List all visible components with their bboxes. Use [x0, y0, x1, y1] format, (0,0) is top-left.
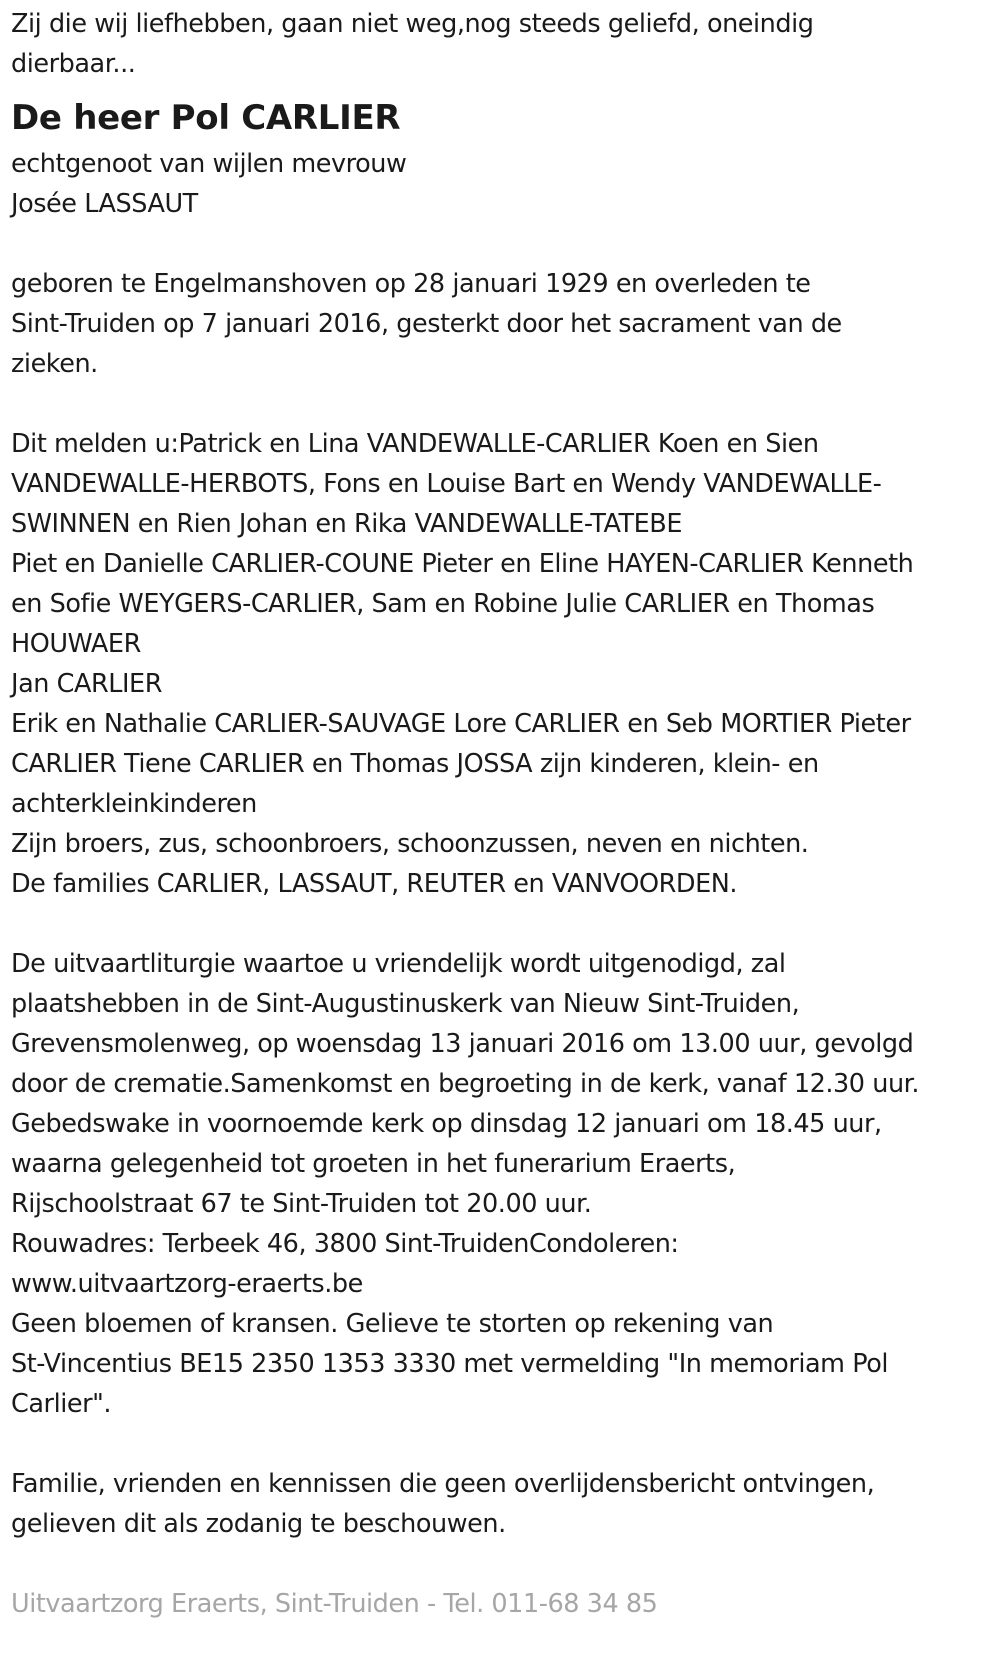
- text-line: Dit melden u:Patrick en Lina VANDEWALLE-CARLIER Koen en Sien: [11, 429, 819, 459]
- text-line: Sint-Truiden op 7 januari 2016, gesterkt door het sacrament van de: [11, 309, 842, 339]
- text-line: Familie, vrienden en kennissen die geen overlijdensbericht ontvingen,: [11, 1469, 875, 1499]
- text-line: Rouwadres: Terbeek 46, 3800 Sint-TruidenCondoleren:: [11, 1229, 679, 1259]
- spouse-info: [11, 144, 989, 224]
- text-line: zieken.: [11, 349, 98, 379]
- text-line: HOUWAER: [11, 629, 141, 659]
- text-line: De families CARLIER, LASSAUT, REUTER en VANVOORDEN.: [11, 869, 738, 899]
- text-line: Zijn broers, zus, schoonbroers, schoonzussen, neven en nichten.: [11, 829, 809, 859]
- text-line: gelieven dit als zodanig te beschouwen.: [11, 1509, 506, 1539]
- closing-note: [11, 1464, 989, 1544]
- text-line: plaatshebben in de Sint-Augustinuskerk van Nieuw Sint-Truiden,: [11, 989, 800, 1019]
- text-line: CARLIER Tiene CARLIER en Thomas JOSSA zijn kinderen, klein- en: [11, 749, 819, 779]
- text-line: Erik en Nathalie CARLIER-SAUVAGE Lore CARLIER en Seb MORTIER Pieter: [11, 709, 911, 739]
- text-line: echtgenoot van wijlen mevrouw: [11, 149, 407, 179]
- text-line: Jan CARLIER: [11, 669, 162, 699]
- text-line: dierbaar...: [11, 49, 136, 79]
- funeral-home-footer: Uitvaartzorg Eraerts, Sint-Truiden - Tel. 011-68 34 85: [11, 1589, 658, 1619]
- text-line: VANDEWALLE-HERBOTS, Fons en Louise Bart en Wendy VANDEWALLE-: [11, 469, 882, 499]
- birth-death-info: [11, 264, 989, 384]
- text-line: Zij die wij liefhebben, gaan niet weg,nog steeds geliefd, oneindig: [11, 9, 814, 39]
- text-line: Josée LASSAUT: [11, 189, 198, 219]
- family-list: [11, 424, 989, 904]
- text-line: Grevensmolenweg, op woensdag 13 januari 2016 om 13.00 uur, gevolgd: [11, 1029, 914, 1059]
- intro-text: [11, 4, 989, 84]
- text-line: De uitvaartliturgie waartoe u vriendelijk wordt uitgenodigd, zal: [11, 949, 786, 979]
- text-line: Carlier".: [11, 1389, 112, 1419]
- text-line: Piet en Danielle CARLIER-COUNE Pieter en Eline HAYEN-CARLIER Kenneth: [11, 549, 914, 579]
- website-link[interactable]: www.uitvaartzorg-eraerts.be: [11, 1269, 363, 1299]
- text-line: Rijschoolstraat 67 te Sint-Truiden tot 20.00 uur.: [11, 1189, 592, 1219]
- text-line: geboren te Engelmanshoven op 28 januari 1929 en overleden te: [11, 269, 811, 299]
- deceased-name: De heer Pol CARLIER: [11, 98, 401, 138]
- text-line: waarna gelegenheid tot groeten in het funerarium Eraerts,: [11, 1149, 736, 1179]
- funeral-details: [11, 944, 989, 1424]
- text-line: Gebedswake in voornoemde kerk op dinsdag 12 januari om 18.45 uur,: [11, 1109, 882, 1139]
- text-line: SWINNEN en Rien Johan en Rika VANDEWALLE-TATEBE: [11, 509, 682, 539]
- text-line: St-Vincentius BE15 2350 1353 3330 met vermelding "In memoriam Pol: [11, 1349, 889, 1379]
- text-line: door de crematie.Samenkomst en begroeting in de kerk, vanaf 12.30 uur.: [11, 1069, 920, 1099]
- text-line: en Sofie WEYGERS-CARLIER, Sam en Robine Julie CARLIER en Thomas: [11, 589, 875, 619]
- text-line: Geen bloemen of kransen. Gelieve te storten op rekening van: [11, 1309, 774, 1339]
- text-line: achterkleinkinderen: [11, 789, 257, 819]
